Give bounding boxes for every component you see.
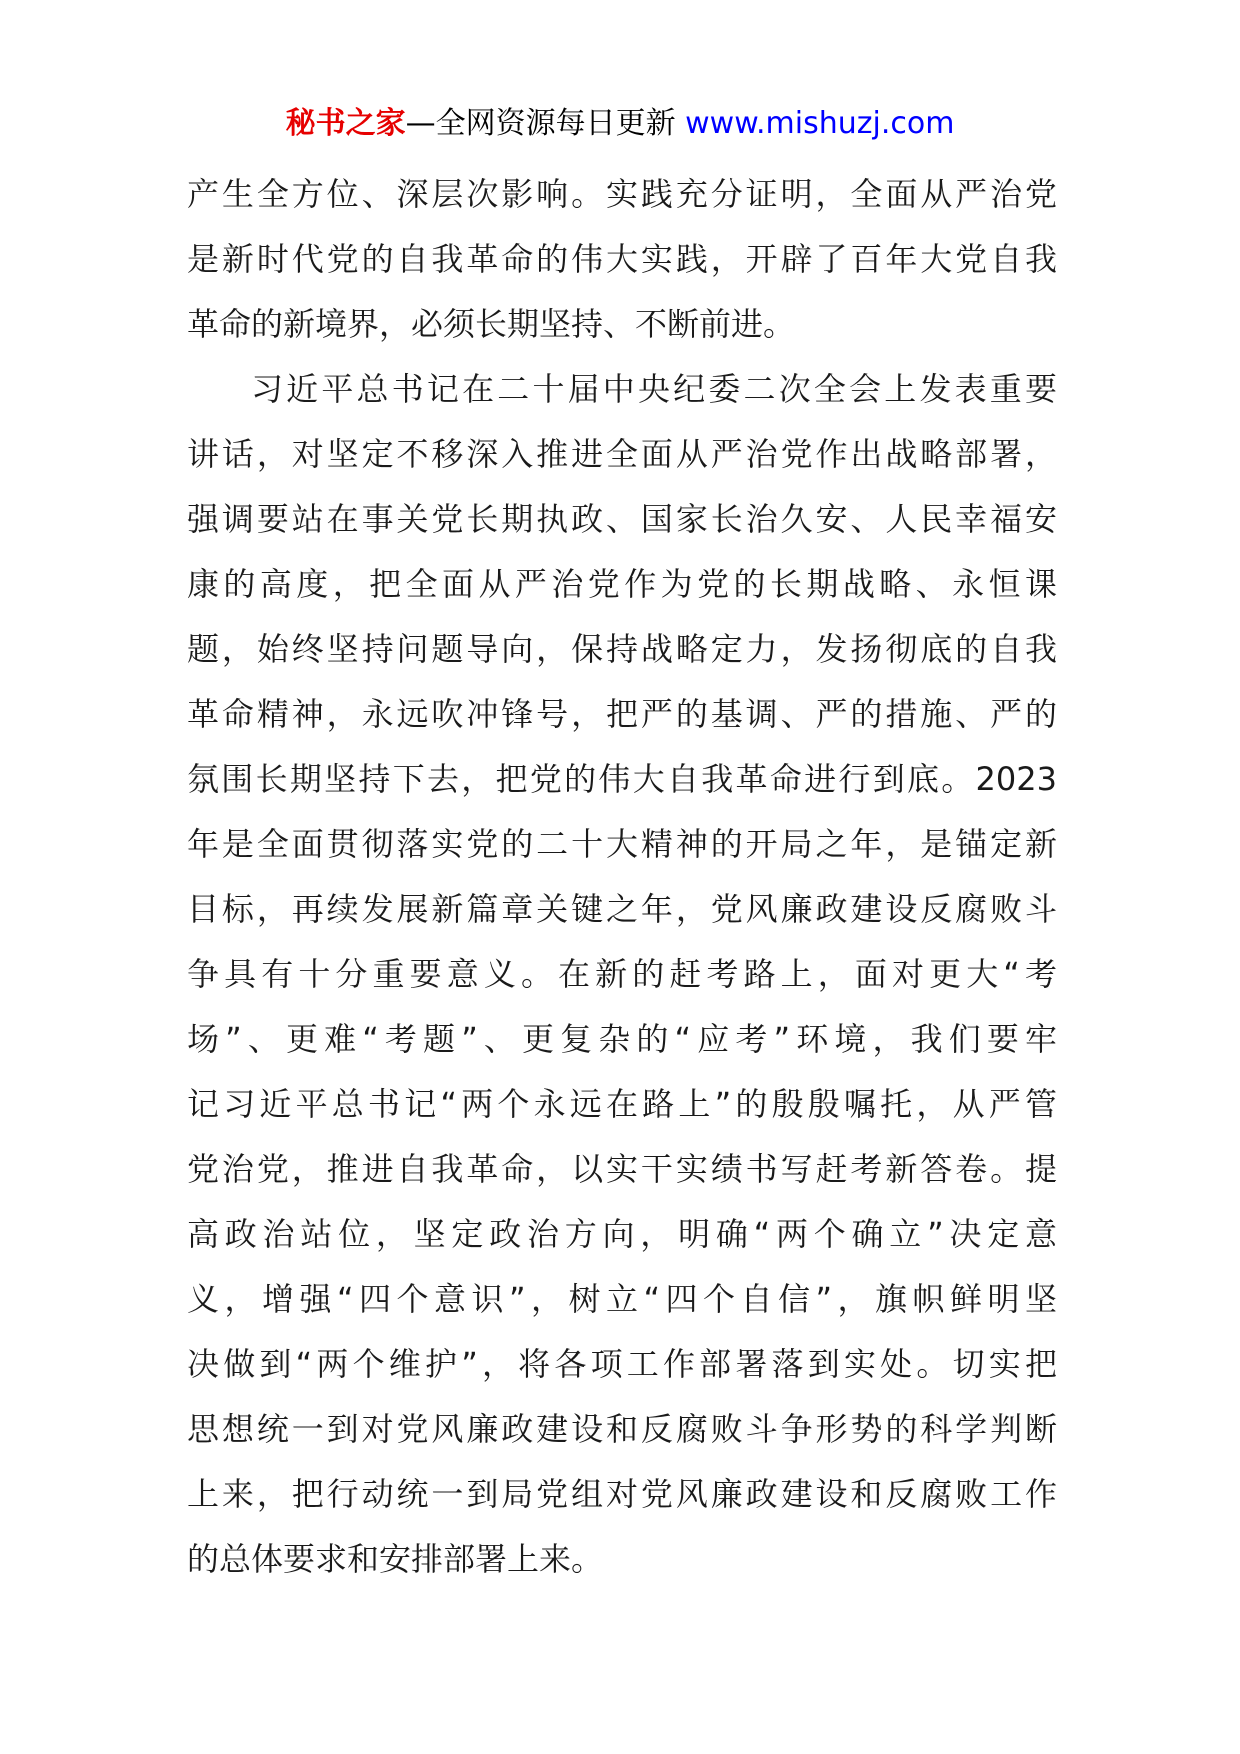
text-line: 产生全方位、深层次影响。实践充分证明，全面从严治党 xyxy=(187,175,1057,213)
text-line: 决做到“两个维护”，将各项工作部署落到实处。切实把 xyxy=(187,1345,1057,1383)
page-header xyxy=(0,98,1240,150)
header-slogan: —全网资源每日更新 xyxy=(405,106,686,141)
text-line: 题，始终坚持问题导向，保持战略定力，发扬彻底的自我 xyxy=(187,630,1057,668)
text-line: 康的高度，把全面从严治党作为党的长期战略、永恒课 xyxy=(187,565,1057,603)
text-line: 场”、更难“考题”、更复杂的“应考”环境，我们要牢 xyxy=(187,1020,1057,1058)
text-line: 上来，把行动统一到局党组对党风廉政建设和反腐败工作 xyxy=(187,1475,1057,1513)
text-line: 革命的新境界，必须长期坚持、不断前进。 xyxy=(187,305,796,343)
text-line: 革命精神，永远吹冲锋号，把严的基调、严的措施、严的 xyxy=(187,695,1057,733)
text-line: 目标，再续发展新篇章关键之年，党风廉政建设反腐败斗 xyxy=(187,890,1057,928)
text-line: 记习近平总书记“两个永远在路上”的殷殷嘱托，从严管 xyxy=(187,1085,1057,1123)
text-line: 氛围长期坚持下去，把党的伟大自我革命进行到底。2023 xyxy=(187,760,1057,798)
text-line: 习近平总书记在二十届中央纪委二次全会上发表重要 xyxy=(251,370,1057,408)
text-line: 义，增强“四个意识”，树立“四个自信”，旗帜鲜明坚 xyxy=(187,1280,1057,1318)
paragraph-2 xyxy=(187,357,1057,1592)
paragraph-1 xyxy=(187,162,1057,357)
header-brand: 秘书之家 xyxy=(285,106,406,141)
text-line: 思想统一到对党风廉政建设和反腐败斗争形势的科学判断 xyxy=(187,1410,1057,1448)
text-line: 是新时代党的自我革命的伟大实践，开辟了百年大党自我 xyxy=(187,240,1057,278)
text-line: 的总体要求和安排部署上来。 xyxy=(187,1540,604,1578)
text-line: 争具有十分重要意义。在新的赶考路上，面对更大“考 xyxy=(187,955,1057,993)
header-url-link[interactable]: www.mishuzj.com xyxy=(685,106,955,141)
text-line: 讲话，对坚定不移深入推进全面从严治党作出战略部署， xyxy=(187,435,1057,473)
text-line: 强调要站在事关党长期执政、国家长治久安、人民幸福安 xyxy=(187,500,1057,538)
text-line: 党治党，推进自我革命，以实干实绩书写赶考新答卷。提 xyxy=(187,1150,1057,1188)
text-line: 高政治站位，坚定政治方向，明确“两个确立”决定意 xyxy=(187,1215,1057,1253)
document-body xyxy=(187,162,1057,1592)
text-line: 年是全面贯彻落实党的二十大精神的开局之年，是锚定新 xyxy=(187,825,1057,863)
